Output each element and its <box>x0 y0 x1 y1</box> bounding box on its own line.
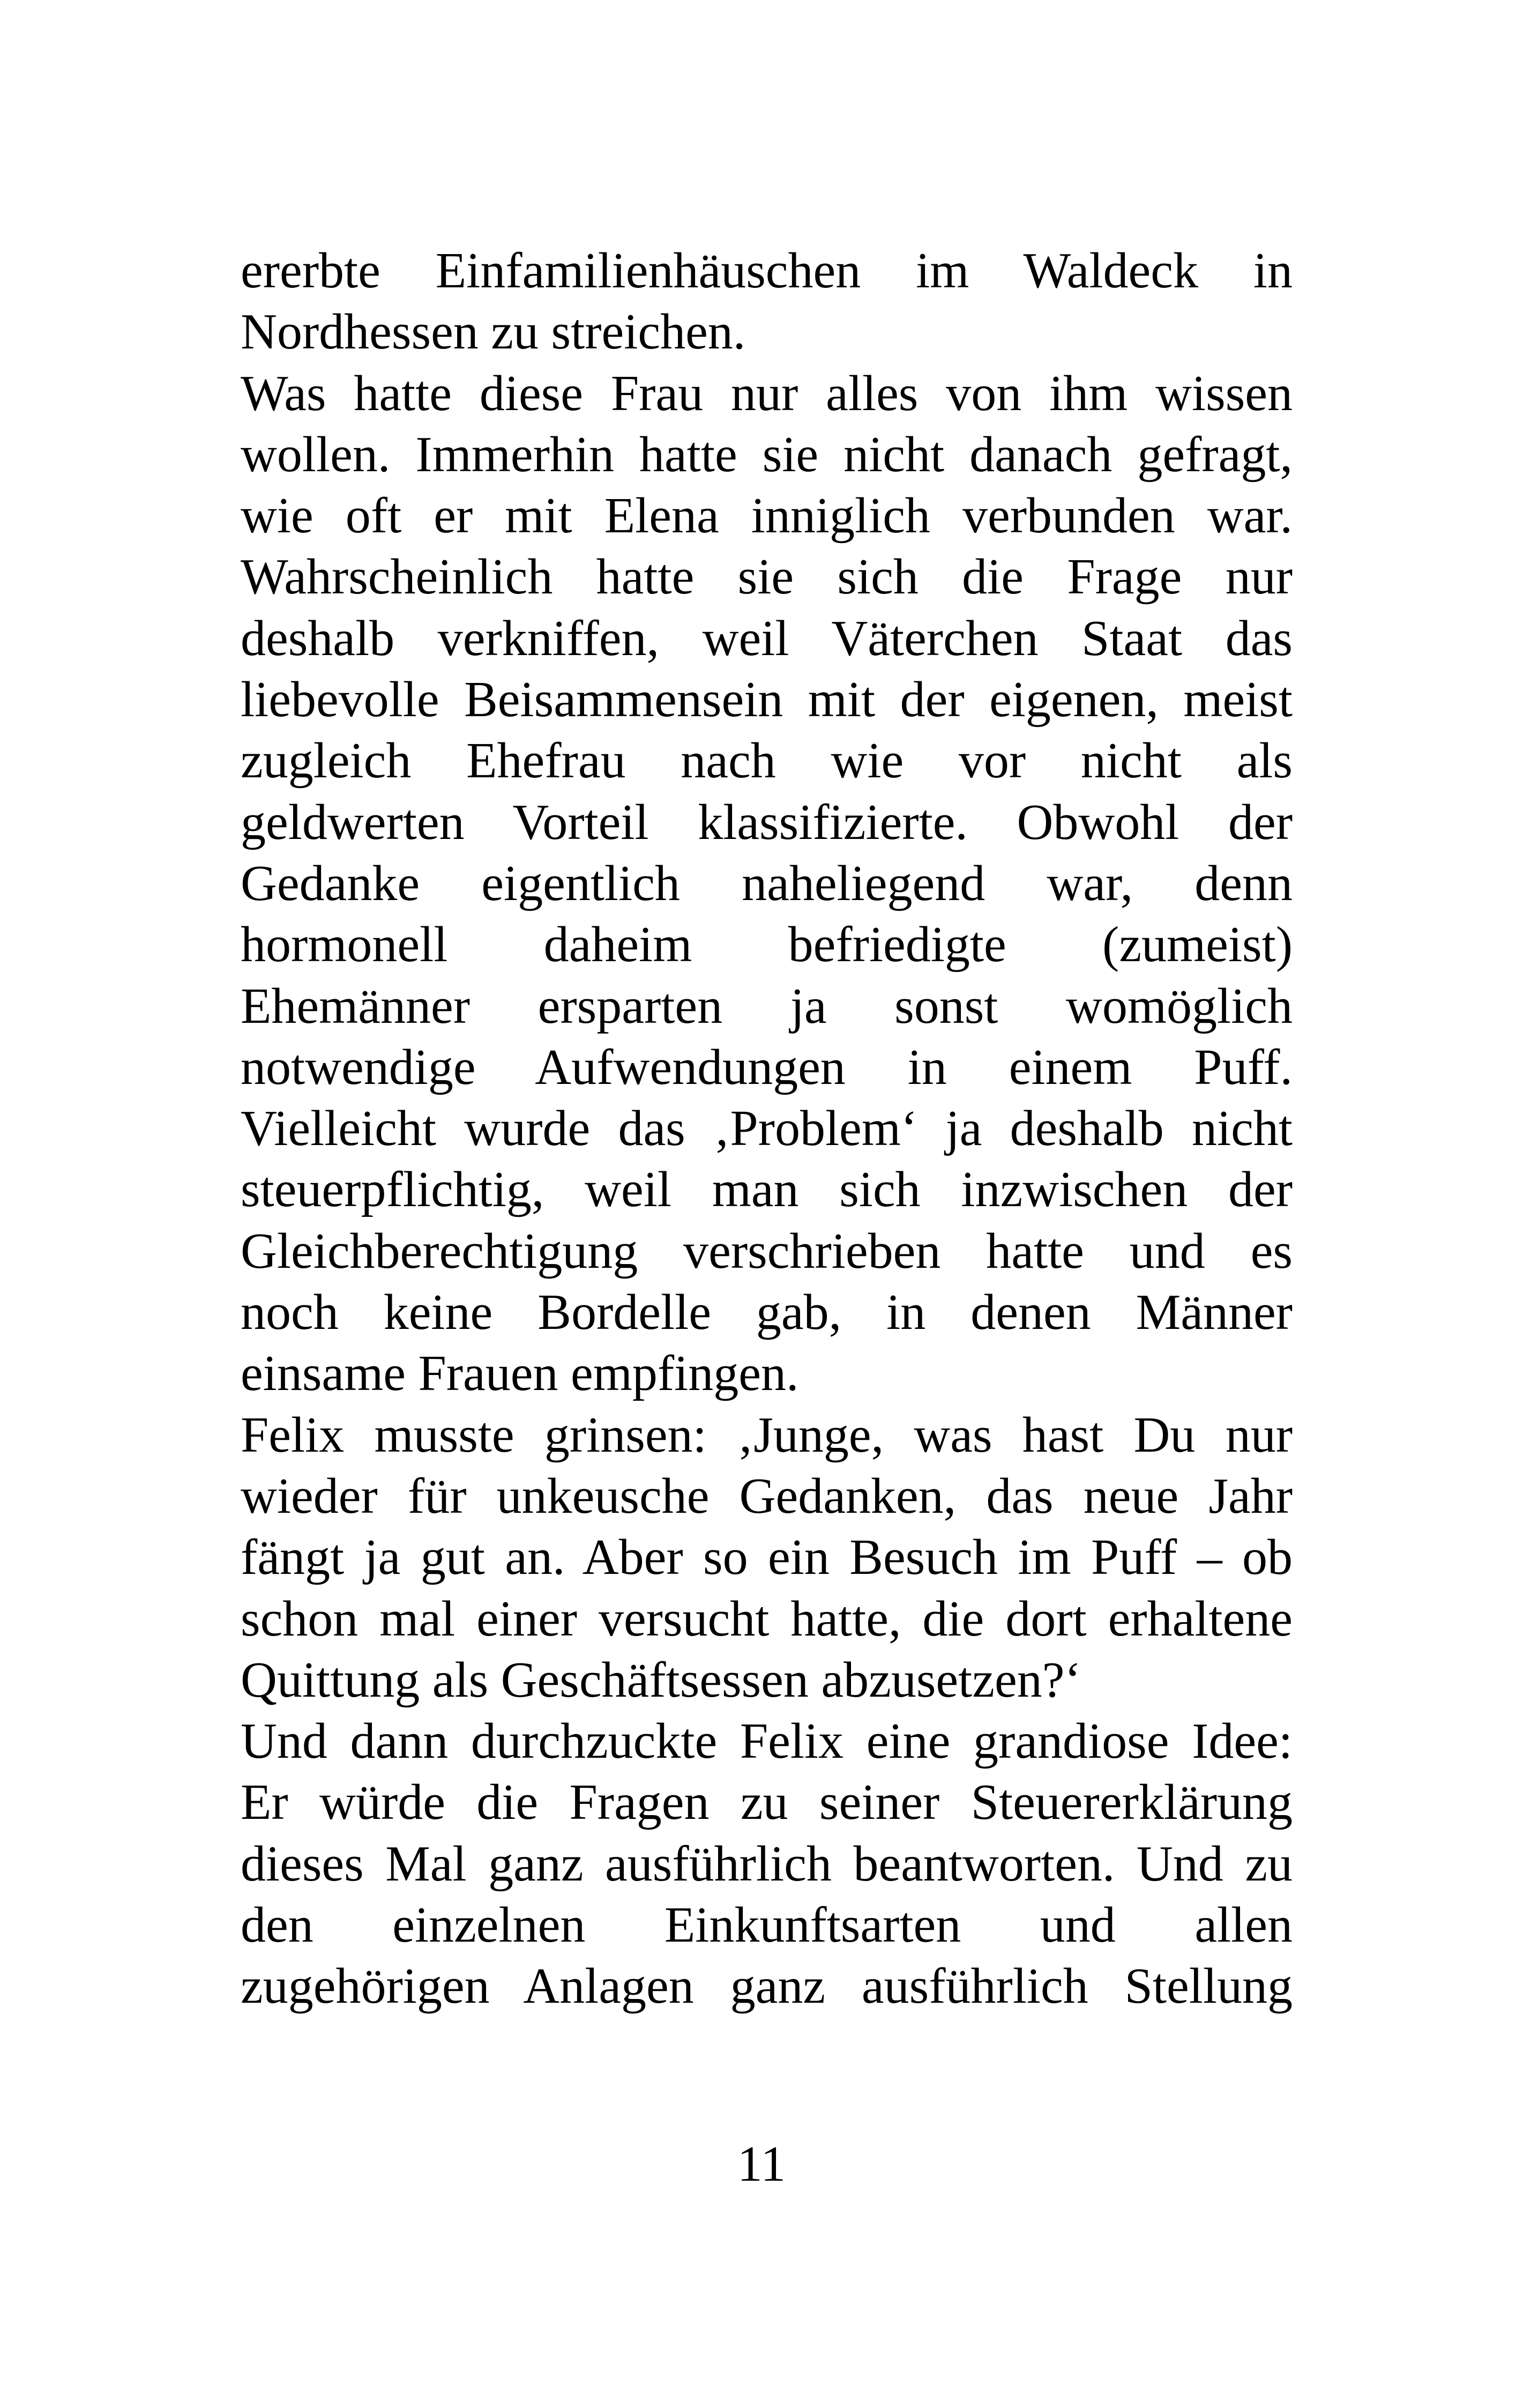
text-line: Er würde die Fragen zu seiner Steuererklärung <box>241 1774 1293 1831</box>
text-line: schon mal einer versucht hatte, die dort erhaltene <box>241 1591 1293 1647</box>
text-line: den einzelnen Einkunftsarten und allen <box>241 1897 1293 1953</box>
text-line: wieder für unkeusche Gedanken, das neue Jahr <box>241 1468 1293 1524</box>
text-line: Quittung als Geschäftsessen abzusetzen?‘ <box>241 1652 1081 1708</box>
text-line: ererbte Einfamilienhäuschen im Waldeck in <box>241 243 1293 299</box>
text-line: Felix musste grinsen: ‚Junge, was hast Du nur <box>241 1407 1293 1463</box>
text-line: wollen. Immerhin hatte sie nicht danach gefragt, <box>241 426 1293 482</box>
text-line: notwendige Aufwendungen in einem Puff. <box>241 1039 1293 1095</box>
text-line: dieses Mal ganz ausführlich beantworten. Und zu <box>241 1835 1293 1892</box>
text-line: geldwerten Vorteil klassifizierte. Obwohl der <box>241 794 1293 850</box>
text-line: wie oft er mit Elena inniglich verbunden war. <box>241 488 1293 544</box>
text-line: deshalb verkniffen, weil Väterchen Staat das <box>241 610 1293 666</box>
text-line: Und dann durchzuckte Felix eine grandiose Idee: <box>241 1713 1293 1770</box>
text-line: Wahrscheinlich hatte sie sich die Frage nur <box>241 549 1293 605</box>
text-line: Vielleicht wurde das ‚Problem‘ ja deshalb nicht <box>241 1101 1293 1157</box>
text-line: Ehemänner ersparten ja sonst womöglich <box>241 978 1293 1034</box>
text-line: Was hatte diese Frau nur alles von ihm wissen <box>241 365 1293 421</box>
text-line: Nordhessen zu streichen. <box>241 304 746 360</box>
text-line: einsame Frauen empfingen. <box>241 1346 799 1402</box>
text-line: zugleich Ehefrau nach wie vor nicht als <box>241 733 1293 789</box>
text-line: fängt ja gut an. Aber so ein Besuch im Puff – ob <box>241 1529 1293 1586</box>
text-line: noch keine Bordelle gab, in denen Männer <box>241 1284 1293 1341</box>
body-text <box>241 240 1293 2017</box>
text-line: hormonell daheim befriedigte (zumeist) <box>241 917 1293 973</box>
page-number: 11 <box>737 2136 786 2192</box>
text-line: Gedanke eigentlich naheliegend war, denn <box>241 855 1293 911</box>
text-line: zugehörigen Anlagen ganz ausführlich Stellung <box>241 1958 1293 2015</box>
text-line: Gleichberechtigung verschrieben hatte und es <box>241 1223 1293 1279</box>
text-line: steuerpflichtig, weil man sich inzwischen der <box>241 1162 1293 1218</box>
text-line: liebevolle Beisammensein mit der eigenen, meist <box>241 672 1293 728</box>
